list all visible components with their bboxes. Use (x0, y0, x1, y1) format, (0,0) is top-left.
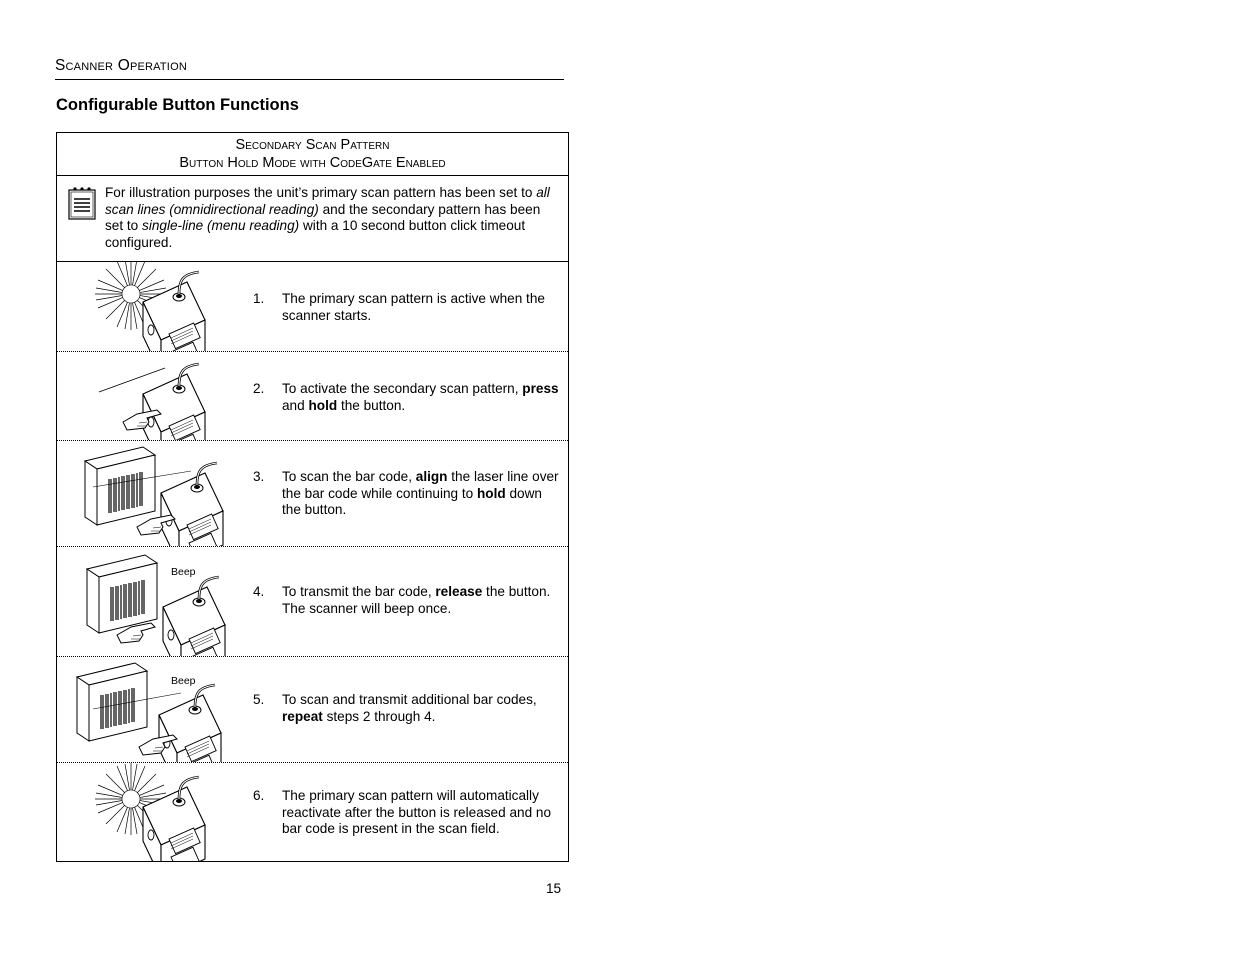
step-text-part: steps 2 through 4. (322, 708, 436, 724)
step-text-part: To scan and transmit additional bar codes, (282, 692, 537, 707)
note-text (105, 185, 555, 251)
step-text-bold: press (522, 381, 559, 396)
table-heading-line1: Secondary Scan Pattern (235, 137, 390, 153)
step-text-bold: hold (308, 397, 338, 413)
step-text (282, 584, 564, 617)
note-text-part: For illustration purposes the unit’s primary scan pattern has been set to (105, 185, 537, 200)
step-text-bold: align (415, 469, 448, 484)
step-text-part: The primary scan pattern will automatically reactivate after the button is released and no bar code is present in the scan field. (282, 788, 552, 836)
table-heading-line2: Button Hold Mode with CodeGate Enabled (179, 155, 446, 171)
step-number: 1. (253, 291, 265, 306)
beep-label: Beep (171, 566, 196, 578)
step-text-part: the button. (337, 397, 406, 413)
page-title: Configurable Button Functions (56, 96, 299, 114)
release-button-illustration (71, 547, 243, 656)
align-barcode-illustration (71, 441, 243, 546)
step-text-part: The primary scan pattern is active when the scanner starts. (282, 291, 545, 323)
step-number: 4. (253, 584, 265, 599)
step-text (282, 291, 564, 324)
step-text (282, 692, 564, 725)
step-number: 3. (253, 469, 265, 484)
step-number: 6. (253, 788, 265, 803)
step-number: 2. (253, 381, 265, 396)
step-text-part: To scan the bar code, (282, 469, 416, 484)
step-row-5 (57, 657, 568, 763)
step-text-part: the laser line over the bar code while continuing to (282, 469, 559, 501)
step-text-part: down the button. (282, 485, 542, 517)
step-text-bold: repeat (282, 708, 323, 724)
press-button-illustration (71, 352, 243, 440)
page-number: 15 (546, 881, 562, 896)
step-text (282, 381, 564, 414)
table-heading (57, 133, 568, 176)
procedure-table (56, 132, 569, 862)
note-text-part: with a 10 second button click timeout configured. (105, 218, 526, 250)
step-number: 5. (253, 692, 265, 707)
note-text-italic: single-line (menu reading) (142, 218, 300, 233)
note-row (57, 177, 568, 262)
omnidirectional-scan-illustration (71, 262, 243, 351)
step-row-6 (57, 763, 568, 861)
section-header: Scanner Operation (55, 57, 564, 80)
step-row-1 (57, 262, 568, 352)
step-row-3 (57, 441, 568, 547)
step-text-part: To transmit the bar code, (282, 584, 436, 599)
step-text-part: To activate the secondary scan pattern, (282, 381, 523, 396)
omnidirectional-scan-illustration (71, 763, 243, 861)
step-text (282, 469, 564, 519)
step-row-2 (57, 352, 568, 441)
step-text (282, 788, 564, 838)
note-text-italic: all scan lines (omnidirectional reading) (105, 185, 550, 217)
step-text-part: the button. The scanner will beep once. (282, 584, 551, 616)
step-text-part: and (282, 397, 309, 413)
step-text-bold: hold (476, 485, 506, 501)
beep-label: Beep (171, 675, 196, 687)
note-text-part: and the secondary pattern has been set to (105, 201, 541, 233)
note-icon (68, 186, 96, 220)
step-text-bold: release (435, 584, 483, 599)
repeat-scan-illustration (71, 657, 243, 762)
step-row-4 (57, 547, 568, 657)
